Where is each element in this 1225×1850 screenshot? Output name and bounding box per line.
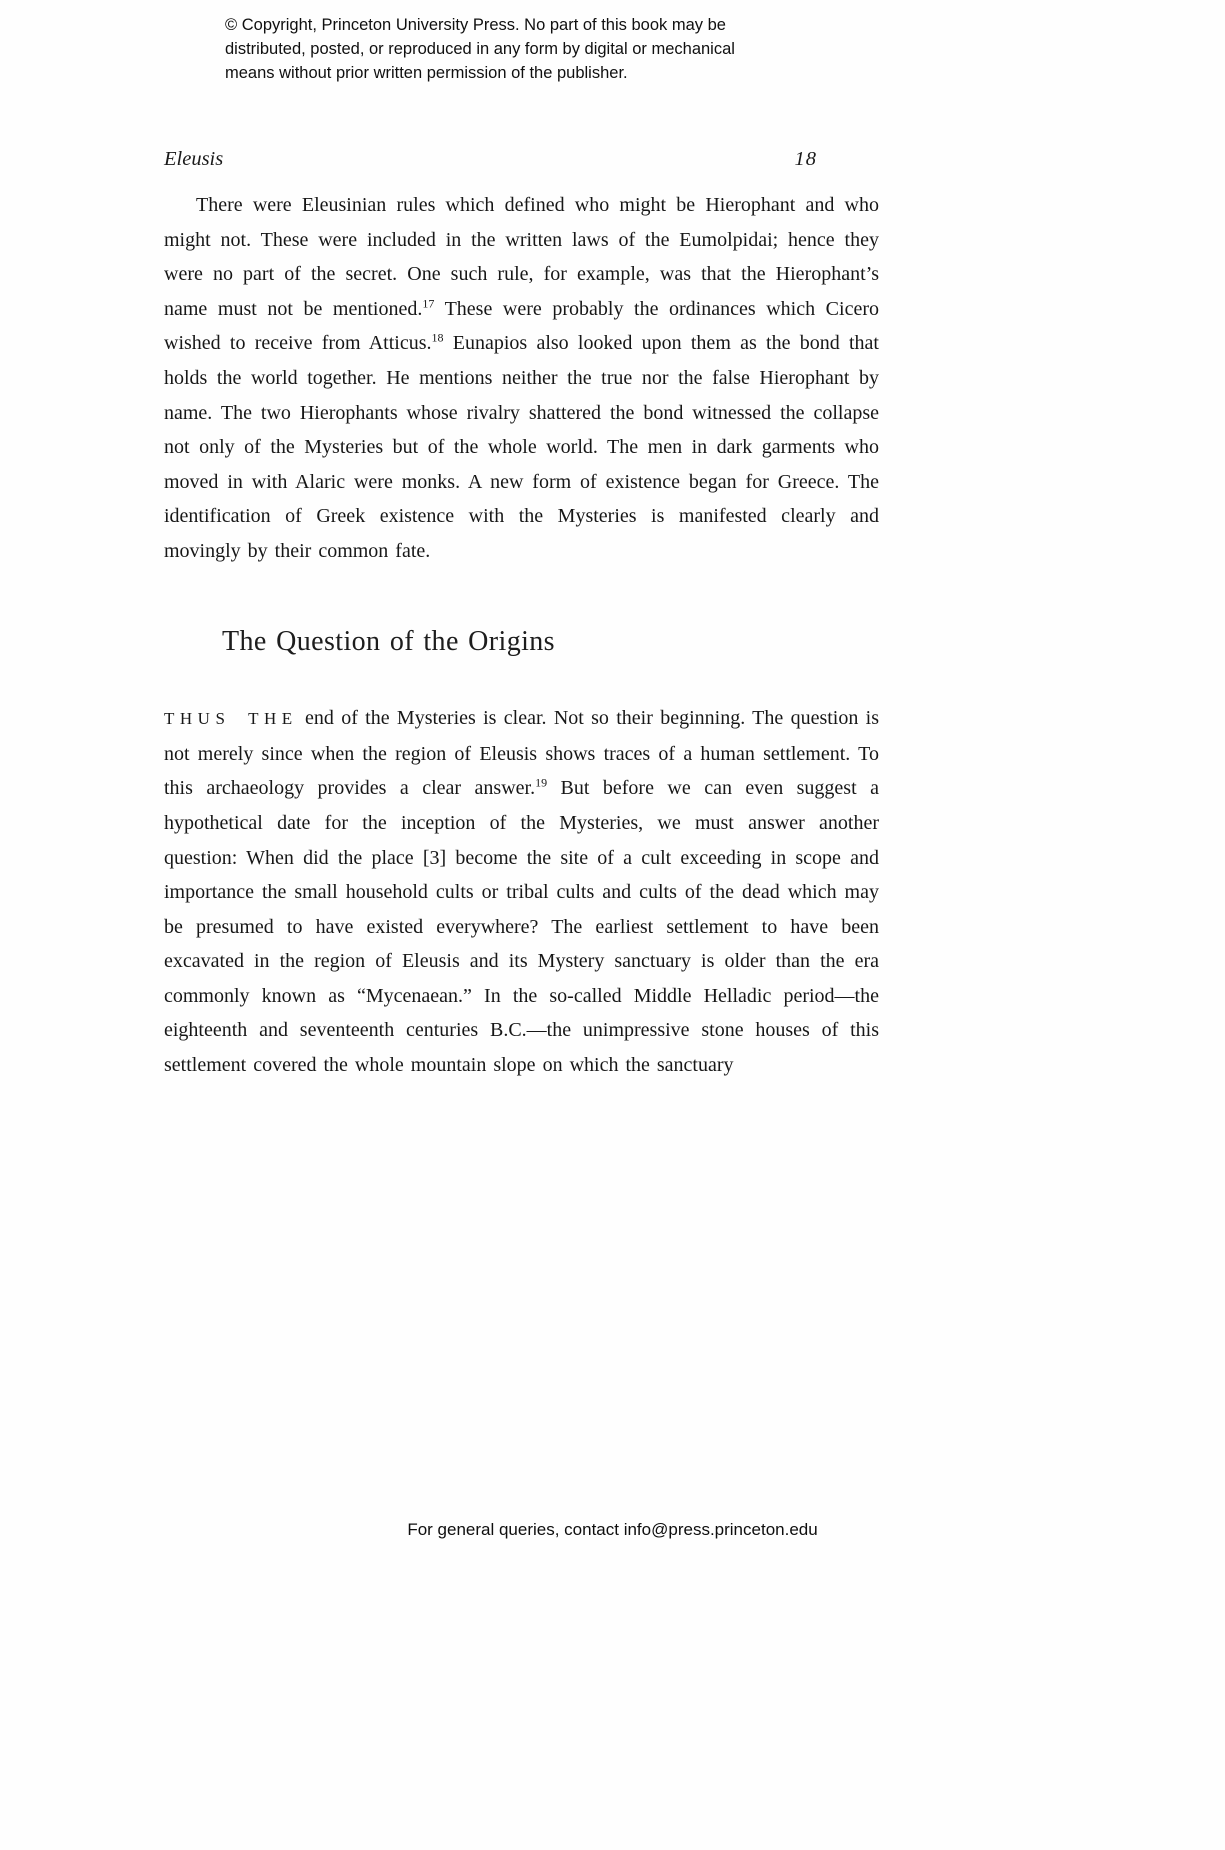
copyright-line: distributed, posted, or reproduced in any form by digital or mechanical (225, 40, 735, 58)
running-title: Eleusis (164, 148, 224, 170)
paragraph-1-text: These were probably the ordinances which Cicero wished to receive from Atticus. (164, 297, 879, 355)
footnote-ref-19: 19 (535, 775, 548, 790)
paragraph-1-text: Eunapios also looked upon them as the bond that holds the world together. He mentions neither the true nor the false Hierophant by name. The two Hierophants whose rivalry shattered the bond witnessed the collapse not only of the Mysteries but of the whole world. The men in dark garments who moved in with Alaric were monks. A new form of existence began for Greece. The identification of Greek existence with the Mysteries is manifested clearly and movingly by their common fate. (164, 332, 879, 562)
footnote-ref-17: 17 (422, 296, 435, 311)
paragraph-2-text: But before we can even suggest a hypothetical date for the inception of the Mysteries, we must answer another question: When did the place [3] become the site of a cult exceeding in scope and importance the small household cults or tribal cults and cults of the dead which may be presumed to have existed everywhere? The earliest settlement to have been excavated in the region of Eleusis and its Mystery sanctuary is older than the era commonly known as “Mycenaean.” In the so-called Middle Helladic period—the eighteenth and seventeenth centuries B.C.—the unimpressive stone houses of this settlement covered the whole mountain slope on which the sanctuary (164, 777, 879, 1077)
paragraph-2-text: end of the Mysteries is clear. Not so their beginning. The question is not merely since when the region of Eleusis shows traces of a human settlement. To this archaeology provides a clear answer. (164, 707, 879, 800)
paragraph-2 (164, 701, 879, 1083)
lead-small-caps: THUS THE (164, 709, 298, 729)
copyright-line: © Copyright, Princeton University Press. No part of this book may be (225, 16, 726, 34)
paragraph-1-text: There were Eleusinian rules which defined who might be Hierophant and who might not. These were included in the written laws of the Eumolpidai; hence they were no part of the secret. One such rule, for example, was that the Hierophant’s name must not be mentioned. (164, 194, 879, 320)
footnote-ref-18: 18 (431, 330, 444, 345)
page-number: 18 (794, 148, 817, 170)
copyright-line: means without prior written permission of the publisher. (225, 64, 628, 82)
paragraph-1 (164, 188, 879, 569)
copyright-notice (225, 13, 865, 85)
footer-contact: For general queries, contact info@press.princeton.edu (407, 1520, 818, 1539)
running-head (164, 148, 879, 171)
section-heading: The Question of the Origins (222, 625, 555, 657)
body-text (164, 188, 879, 1083)
